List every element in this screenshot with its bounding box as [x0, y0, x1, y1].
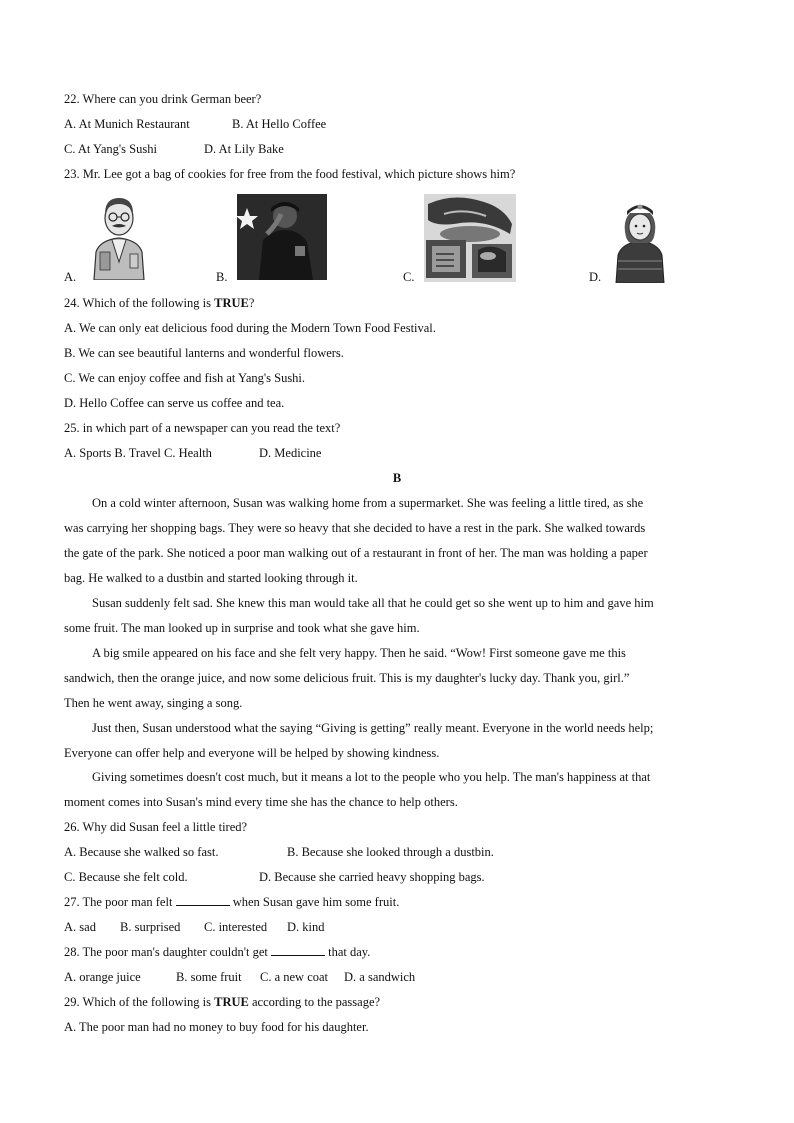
passage-line: was carrying her shopping bags. They were so heavy that she decided to have a rest in the park. She walked towards [64, 521, 646, 535]
section-b-heading: B [392, 471, 402, 485]
q24-option-a: A. We can only eat delicious food during the Modern Town Food Festival. [64, 321, 436, 335]
passage-line: A big smile appeared on his face and she felt very happy. Then he said. “Wow! First someone gave me this [92, 646, 626, 660]
q29-true-emphasis: TRUE [214, 995, 249, 1009]
passage-line: some fruit. The man looked up in surprise and took what she gave him. [64, 621, 420, 635]
passage-line: Susan suddenly felt sad. She knew this man would take all that he could get so she went up to him and gave him [92, 596, 654, 610]
q24-question: 24. Which of the following is TRUE? [64, 296, 255, 310]
q28-option-c: C. a new coat [260, 970, 329, 984]
q25-options-abc: A. Sports B. Travel C. Health [64, 446, 212, 460]
picture-a-man-with-glasses [86, 192, 152, 280]
q23-label-b: B. [216, 270, 228, 284]
q25-option-d: D. Medicine [259, 446, 322, 460]
q29-option-a: A. The poor man had no money to buy food for his daughter. [64, 1020, 369, 1034]
picture-d-girl-with-cap [612, 197, 668, 283]
q26-option-b: B. Because she looked through a dustbin. [287, 845, 494, 859]
q24-option-b: B. We can see beautiful lanterns and wonderful flowers. [64, 346, 344, 360]
picture-b-dark-photo [237, 194, 327, 280]
q22-question: 22. Where can you drink German beer? [64, 92, 262, 106]
q26-option-c: C. Because she felt cold. [64, 870, 188, 884]
q25-question: 25. in which part of a newspaper can you read the text? [64, 421, 341, 435]
passage-line: Just then, Susan understood what the saying “Giving is getting” really meant. Everyone in the world needs help; [92, 721, 654, 735]
passage-line: moment comes into Susan's mind every time she has the chance to help others. [64, 795, 458, 809]
q28-option-d: D. a sandwich [344, 970, 416, 984]
q23-label-c: C. [403, 270, 415, 284]
q27-option-b: B. surprised [120, 920, 181, 934]
q26-option-d: D. Because she carried heavy shopping bags. [259, 870, 485, 884]
q27-option-d: D. kind [287, 920, 325, 934]
q27-question: 27. The poor man felt when Susan gave him some fruit. [64, 895, 400, 909]
q23-label-d: D. [589, 270, 602, 284]
q27-option-c: C. interested [204, 920, 268, 934]
q27-answer-blank[interactable] [176, 894, 230, 906]
q22-option-c: C. At Yang's Sushi [64, 142, 157, 156]
passage-line: Then he went away, singing a song. [64, 696, 243, 710]
q27-option-a: A. sad [64, 920, 96, 934]
q22-option-b: B. At Hello Coffee [232, 117, 327, 131]
passage-line: bag. He walked to a dustbin and started looking through it. [64, 571, 358, 585]
q29-question: 29. Which of the following is TRUE according to the passage? [64, 995, 381, 1009]
passage-line: On a cold winter afternoon, Susan was walking home from a supermarket. She was feeling a little tired, as she [92, 496, 644, 510]
q28-option-b: B. some fruit [176, 970, 242, 984]
q23-label-a: A. [64, 270, 77, 284]
passage-line: Giving sometimes doesn't cost much, but it means a lot to the people who you help. The man's happiness at that [92, 770, 651, 784]
q26-option-a: A. Because she walked so fast. [64, 845, 219, 859]
passage-line: sandwich, then the orange juice, and now some delicious fruit. This is my daughter's lucky day. Thank you, girl.” [64, 671, 630, 685]
q28-question: 28. The poor man's daughter couldn't get that day. [64, 945, 371, 959]
q22-option-d: D. At Lily Bake [204, 142, 284, 156]
q24-option-c: C. We can enjoy coffee and fish at Yang's Sushi. [64, 371, 306, 385]
passage-line: Everyone can offer help and everyone will be helped by showing kindness. [64, 746, 440, 760]
picture-c-cooking-scene [424, 194, 516, 282]
q23-question: 23. Mr. Lee got a bag of cookies for free from the food festival, which picture shows him? [64, 167, 516, 181]
q28-answer-blank[interactable] [271, 944, 325, 956]
q22-option-a: A. At Munich Restaurant [64, 117, 190, 131]
passage-line: the gate of the park. She noticed a poor man walking out of a restaurant in front of her. The man was holding a paper [64, 546, 648, 560]
q24-option-d: D. Hello Coffee can serve us coffee and tea. [64, 396, 285, 410]
q26-question: 26. Why did Susan feel a little tired? [64, 820, 248, 834]
q28-option-a: A. orange juice [64, 970, 141, 984]
q24-true-emphasis: TRUE [214, 296, 249, 310]
